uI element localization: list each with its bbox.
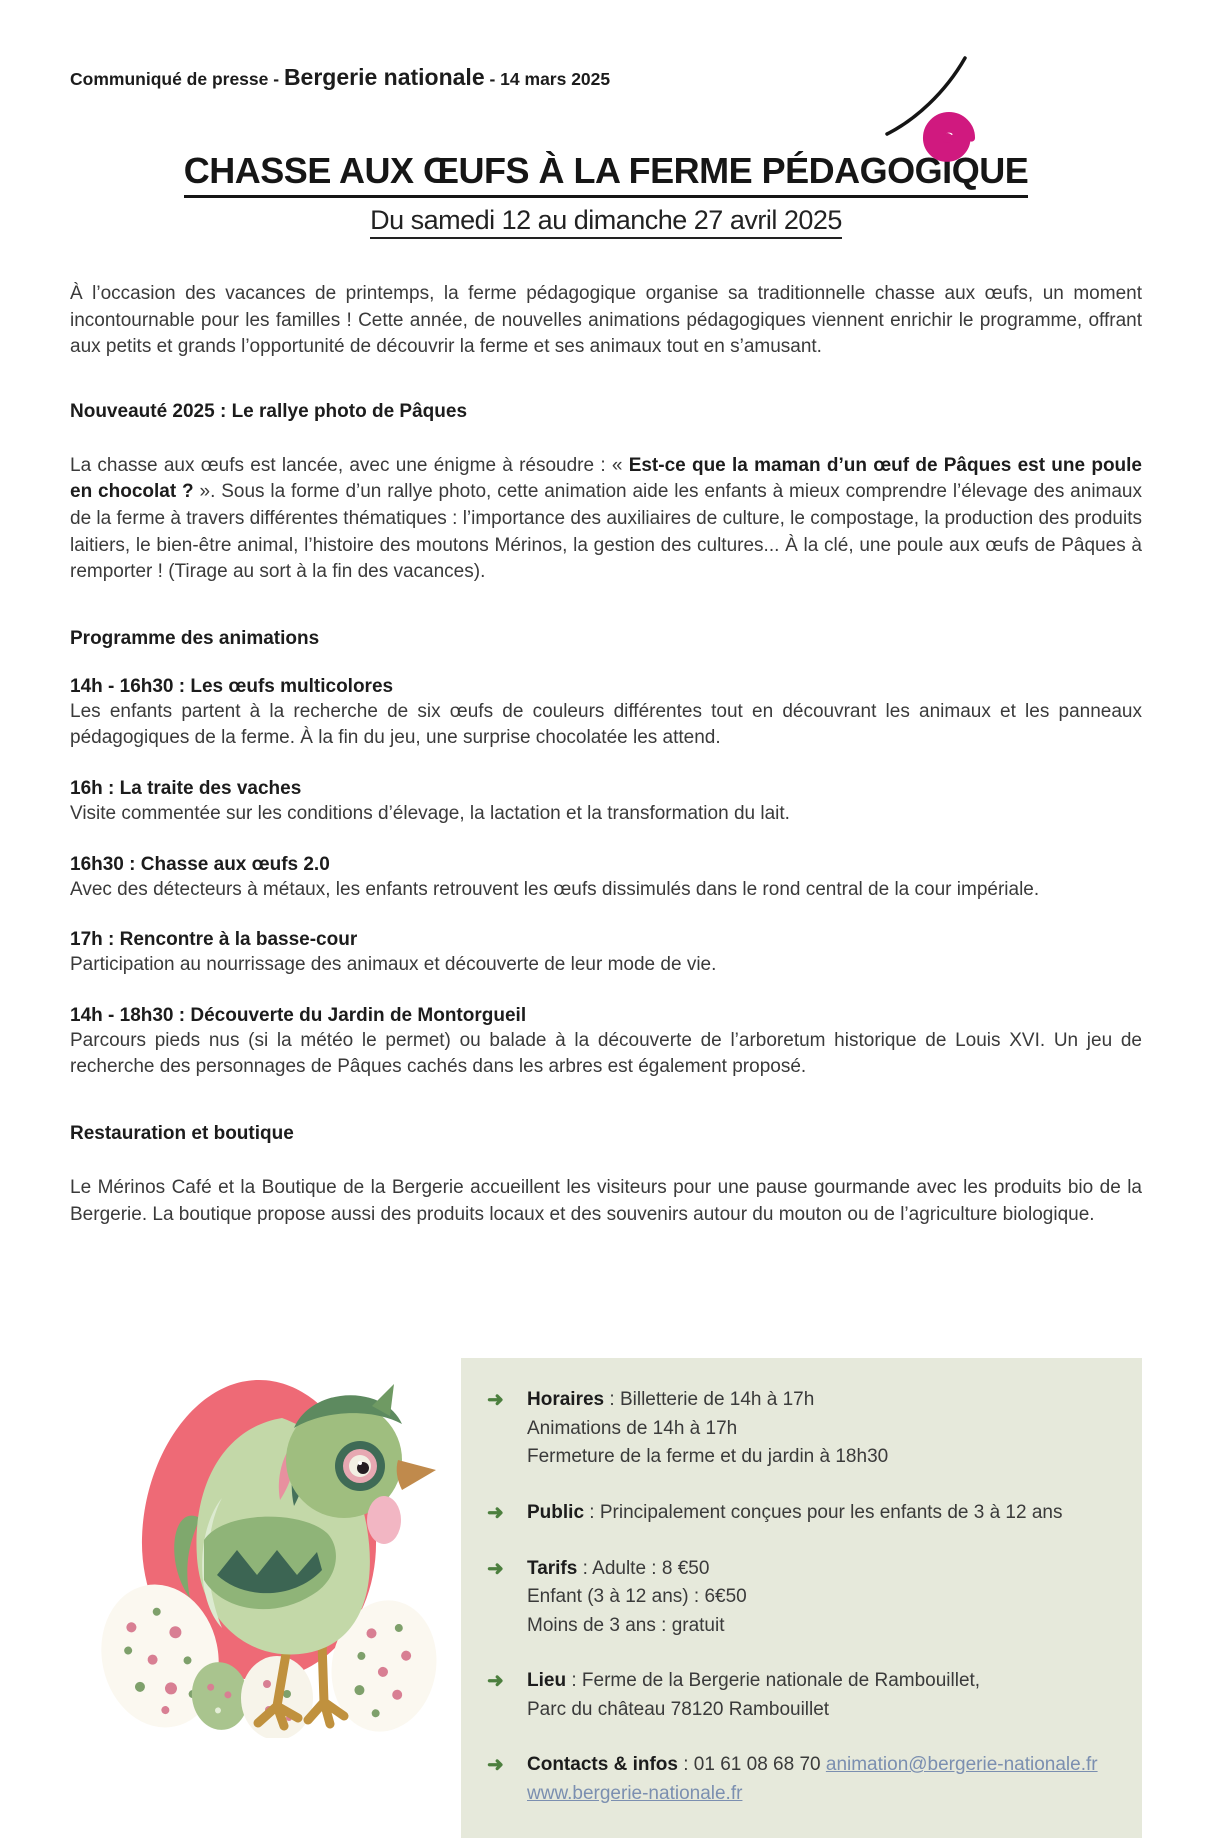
nouveaute-paragraph	[70, 453, 1142, 586]
info-line	[527, 1667, 980, 1696]
arrow-bullet-icon: ➜	[487, 1557, 504, 1580]
program-item-title: 17h : Rencontre à la basse-cour	[70, 929, 358, 951]
header-brand: Bergerie nationale	[283, 64, 485, 90]
info-item-horaires	[487, 1386, 1114, 1472]
info-line: Parc du château 78120 Rambouillet	[527, 1698, 830, 1720]
program-item	[70, 929, 1142, 979]
info-line: Enfant (3 à 12 ans) : 6€50	[527, 1586, 747, 1608]
info-line	[527, 1386, 888, 1415]
easter-chick-graphic	[72, 1268, 447, 1738]
info-label: Tarifs	[527, 1557, 578, 1579]
info-line: Fermeture de la ferme et du jardin à 18h30	[527, 1446, 889, 1468]
info-value: Billetterie de 14h à 17h	[619, 1389, 815, 1411]
info-item-contacts	[487, 1751, 1114, 1808]
page-title: CHASSE AUX ŒUFS À LA FERME PÉDAGOGIQUE	[184, 150, 1028, 198]
header-date: - 14 mars 2025	[484, 69, 611, 89]
info-sep: :	[604, 1389, 620, 1411]
logo-spiral-icon	[927, 116, 972, 159]
bottom-row	[70, 1268, 1142, 1838]
info-label: Lieu	[527, 1670, 567, 1692]
intro-paragraph: À l’occasion des vacances de printemps, la ferme pédagogique organise sa traditionnelle chasse aux œufs, un moment incontournable pour les familles ! Cette année, de nouvelles animations pédagogiques viennent enrichir le programme, offrant aux petits et grands l’opportunité de découvrir la ferme et ses animaux tout en s’amusant.	[70, 283, 1142, 358]
program-item-title: 16h30 : Chasse aux œufs 2.0	[70, 853, 330, 875]
info-label: Horaires	[527, 1389, 605, 1411]
info-item-public	[487, 1499, 1114, 1528]
program-item	[70, 854, 1142, 904]
info-label: Contacts & infos	[527, 1754, 678, 1776]
program-item-description: Participation au nourrissage des animaux et découverte de leur mode de vie.	[70, 954, 717, 976]
bergerie-nationale-logo	[847, 38, 1047, 188]
info-line	[527, 1751, 1098, 1780]
info-value: 01 61 08 68 70	[693, 1754, 826, 1776]
program-item-description: Les enfants partent à la recherche de six œufs de couleurs différentes tout en découvrant les animaux et les panneaux pédagogiques de la ferme. À la fin du jeu, une surprise chocolatée les attend.	[70, 700, 1142, 749]
nouveaute-text-post: ». Sous la forme d’un rallye photo, cette animation aide les enfants à mieux comprendre l’élevage des animaux de la ferme à travers différentes thématiques : l’importance des auxiliaires de culture, le compostage, la production des produits laitiers, le bien-être animal, l’histoire des moutons Mérinos, la gestion des cultures... À la clé, une poule aux œufs de Pâques à remporter ! (Tirage au sort à la fin des vacances).	[70, 481, 1142, 583]
restauration-paragraph: Le Mérinos Café et la Boutique de la Bergerie accueillent les visiteurs pour une pause gourmande avec les produits bio de la Bergerie. La boutique propose aussi des produits locaux et des souvenirs autour du mouton ou de l’agriculture biologique.	[70, 1176, 1142, 1225]
program-item-description: Avec des détecteurs à métaux, les enfants retrouvent les œufs dissimulés dans le rond central de la cour impériale.	[70, 878, 1040, 900]
info-line: Moins de 3 ans : gratuit	[527, 1614, 725, 1636]
info-value: Adulte : 8 €50	[592, 1557, 710, 1579]
info-content	[527, 1751, 1098, 1808]
arrow-bullet-icon: ➜	[487, 1389, 504, 1412]
section-heading-program: Programme des animations	[70, 627, 320, 649]
info-content	[527, 1667, 980, 1724]
nouveaute-text-pre: La chasse aux œufs est lancée, avec une énigme à résoudre : «	[70, 454, 629, 476]
arrow-bullet-icon: ➜	[487, 1501, 504, 1524]
info-line	[527, 1499, 1062, 1528]
program-item	[70, 1005, 1142, 1081]
program-item-title: 14h - 18h30 : Découverte du Jardin de Montorgueil	[70, 1004, 527, 1026]
section-heading-restauration: Restauration et boutique	[70, 1122, 294, 1144]
program-item-title: 14h - 16h30 : Les œufs multicolores	[70, 675, 394, 697]
email-link[interactable]: animation@bergerie-nationale.fr	[825, 1754, 1098, 1776]
arrow-bullet-icon: ➜	[487, 1754, 504, 1777]
program-item-title: 16h : La traite des vaches	[70, 777, 302, 799]
info-label: Public	[527, 1501, 585, 1523]
easter-chick-illustration	[72, 1268, 447, 1738]
program-item	[70, 778, 1142, 828]
info-value: Principalement conçues pour les enfants de 3 à 12 ans	[599, 1501, 1063, 1523]
info-value: Ferme de la Bergerie nationale de Rambouillet,	[581, 1670, 981, 1692]
info-content	[527, 1555, 747, 1641]
press-release-header	[70, 50, 1142, 90]
info-item-lieu	[487, 1667, 1114, 1724]
info-sep: :	[577, 1557, 593, 1579]
header-prefix: Communiqué de presse -	[70, 69, 284, 89]
program-item-description: Parcours pieds nus (si la météo le permet) ou balade à la découverte de l’arboretum historique de Louis XVI. Un jeu de recherche des personnages de Pâques cachés dans les arbres est également proposé.	[70, 1029, 1142, 1078]
info-sep: :	[584, 1501, 600, 1523]
info-line	[527, 1780, 1098, 1809]
logo-graphic	[847, 38, 1047, 188]
website-link[interactable]: www.bergerie-nationale.fr	[527, 1782, 743, 1804]
program-item	[70, 676, 1142, 752]
info-line: Animations de 14h à 17h	[527, 1417, 738, 1439]
info-item-tarifs	[487, 1555, 1114, 1641]
info-line	[527, 1555, 747, 1584]
program-item-description: Visite commentée sur les conditions d’élevage, la lactation et la transformation du lait.	[70, 802, 790, 824]
section-heading-nouveaute: Nouveauté 2025 : Le rallye photo de Pâques	[70, 400, 468, 422]
practical-info-box	[461, 1358, 1142, 1838]
info-sep: :	[677, 1754, 694, 1776]
info-sep: :	[566, 1670, 582, 1692]
arrow-bullet-icon: ➜	[487, 1670, 504, 1693]
date-subtitle: Du samedi 12 au dimanche 27 avril 2025	[370, 205, 842, 239]
info-content	[527, 1499, 1062, 1528]
nouveaute-text-bold: Est-ce que la maman d’un œuf de Pâques est une poule en chocolat ?	[70, 454, 1143, 503]
info-content	[527, 1386, 888, 1472]
